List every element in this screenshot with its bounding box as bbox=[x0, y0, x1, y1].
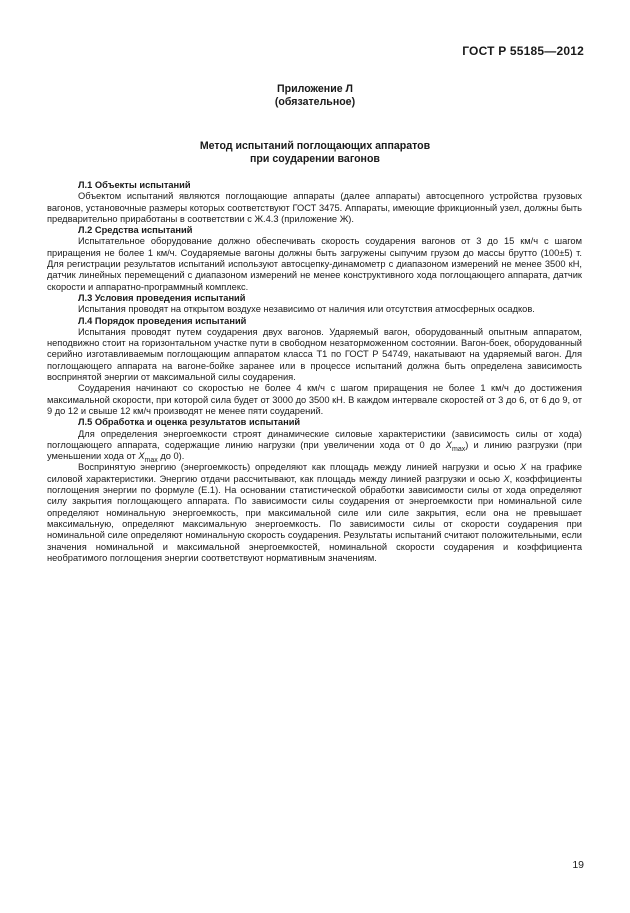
paragraph-l5-1 bbox=[47, 429, 582, 463]
paragraph-l4-1: Испытания проводят путем соударения двух вагонов. Ударяемый вагон, оборудованный опытным аппаратом, неподвижно стоит на горизонтальном участке пути в свободном незаторможенном состоянии. Вагон-боек, оборудованный серийно изготавливаемым поглощающим аппаратом класса Т1 по ГОСТ Р 54749, накатывают на ударяемый вагон. Для поглощающего аппарата на вагоне-бойке заранее или в процессе испытаний должна быть определена зависимость воспринятой энергии от максимальной силы соударения. bbox=[47, 326, 582, 383]
variable-x: X bbox=[503, 473, 510, 484]
document-code: ГОСТ Р 55185—2012 bbox=[462, 44, 584, 58]
text-run: Для определения энергоемкости строят динамические силовые характеристики (зависимость силы от хода) поглощающего аппарата, содержащие линию нагрузки (при увеличении хода от 0 до bbox=[47, 428, 582, 450]
paragraph-l2-1: Испытательное оборудование должно обеспечивать скорость соударения вагонов от 3 до 15 км/ч с шагом приращения не более 1 км/ч. Соударяемые вагоны должны быть загружены сыпучим грузом до массы брутто (100±5) т. Для регистрации результатов испытаний используют автосцепку-динамометр с диапазоном измерений не менее 3500 кН, датчик линейных перемещений с диапазоном измерений не менее конструктивного хода поглощающего аппарата, датчик скорости и аппаратно-программный комплекс. bbox=[47, 236, 582, 292]
appendix-title: Приложение Л bbox=[277, 83, 353, 95]
appendix-subtitle: (обязательное) bbox=[274, 96, 356, 108]
method-title-line-2: при соударении вагонов bbox=[250, 153, 380, 165]
subscript-max: max bbox=[144, 456, 158, 464]
paragraph-l4-2: Соударения начинают со скоростью не более 4 км/ч с шагом приращения не более 1 км/ч до достижения максимальной скорости, при которой сила будет от 3000 до 3500 кН. В каждом интервале скоростей от 3 до 6, от 6 до 9, от 9 до 12 и свыше 12 км/ч производят не менее пяти соударений. bbox=[47, 383, 582, 416]
section-heading-l5: Л.5 Обработка и оценка результатов испытаний bbox=[78, 417, 301, 428]
variable-x: X bbox=[520, 462, 527, 473]
subscript-max: max bbox=[452, 445, 466, 453]
section-heading-l4: Л.4 Порядок проведения испытаний bbox=[78, 315, 247, 326]
document-body bbox=[47, 180, 582, 564]
paragraph-l1-1: Объектом испытаний являются поглощающие аппараты (далее аппараты) автосцепного устройства грузовых вагонов, установочные размеры которых соответствуют ГОСТ 3475. Аппараты, имеющие фрикционный узел, должны быть предварительно приработаны в соответствии с Ж.4.3 (приложение Ж). bbox=[47, 191, 582, 224]
section-heading-l1: Л.1 Объекты испытаний bbox=[78, 180, 191, 190]
text-run: на графике силовой характеристики. Энергию отдачи рассчитывают, как площадь между линией разгрузки и осью bbox=[47, 462, 583, 484]
paragraph-l3-1: Испытания проводят на открытом воздухе независимо от наличия или отсутствия атмосферных осадков. bbox=[78, 304, 535, 315]
variable-x: X bbox=[138, 451, 145, 462]
section-heading-l3: Л.3 Условия проведения испытаний bbox=[78, 292, 246, 303]
text-run: ) и линию разгрузки (при уменьшении хода от bbox=[47, 439, 582, 462]
variable-x: X bbox=[445, 439, 452, 450]
section-heading-l2: Л.2 Средства испытаний bbox=[78, 225, 193, 236]
text-run: Воспринятую энергию (энергоемкость) определяют как площадь между линией нагрузки и осью bbox=[78, 462, 521, 473]
text-run: , коэффициенты поглощения энергии по формуле (Е.1). На основании статистической обработки зависимости силы от хода определяют силу закрытия поглощающего аппарата. По зависимости силы соударения от энергоемкости при номинальной силе определяют номинальную энергоемкость, при максимальной силе или силе закрытия, если она не превышает максимальную, определяют максимальную энергоемкость. По зависимости силы от скорости соударения при номинальной силе определяют номинальную скорость соударения. Результаты испытаний считают положительными, если значения номинальной и максимальной энергоемкостей, номинальной скорости соударения и коэффициента необратимого поглощения энергии соответствуют нормативным значениям. bbox=[47, 473, 582, 563]
page-number: 19 bbox=[572, 859, 584, 871]
paragraph-l5-2 bbox=[47, 462, 582, 564]
text-run: до 0). bbox=[157, 451, 185, 462]
method-title-line-1: Метод испытаний поглощающих аппаратов bbox=[199, 140, 431, 152]
